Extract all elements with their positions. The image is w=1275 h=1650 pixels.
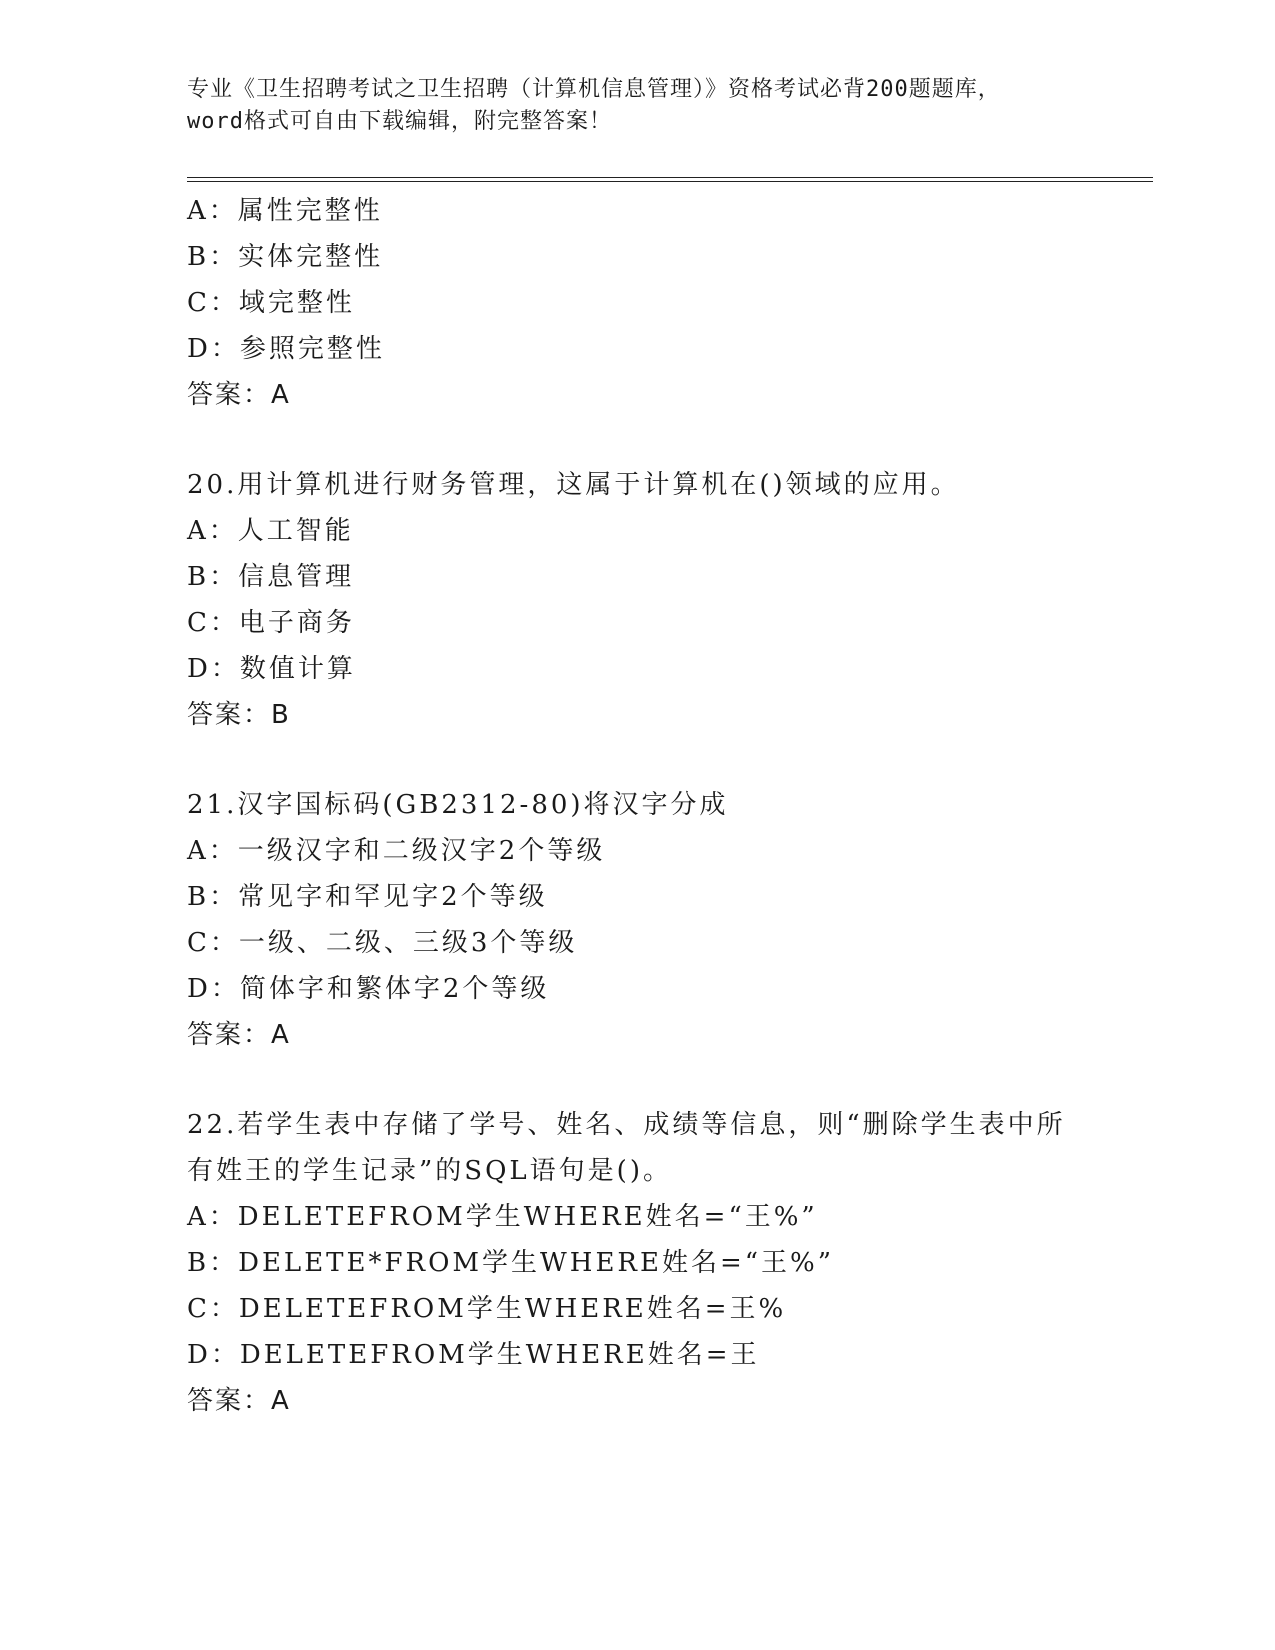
option-d: D：参照完整性 [187, 334, 385, 364]
answer-line: 答案：A [187, 1386, 291, 1416]
option-b: B：DELETE*FROM学生WHERE姓名=“王%” [187, 1248, 835, 1278]
spacer [187, 418, 1147, 462]
document-header [187, 74, 1087, 138]
option-c: C：一级、二级、三级3个等级 [187, 928, 578, 958]
option-b: B：实体完整性 [187, 242, 384, 272]
question-stem: 21.汉字国标码(GB2312-80)将汉字分成 [187, 790, 729, 820]
answer-line: 答案：A [187, 380, 291, 410]
question-stem: 20.用计算机进行财务管理，这属于计算机在()领域的应用。 [187, 470, 960, 500]
option-a: A：人工智能 [187, 516, 354, 546]
option-c: C：电子商务 [187, 608, 355, 638]
spacer [187, 738, 1147, 782]
header-line-1: 专业《卫生招聘考试之卫生招聘（计算机信息管理）》资格考试必背200题题库， [187, 77, 1001, 102]
question-stem-line-1: 22.若学生表中存储了学号、姓名、成绩等信息，则“删除学生表中所 [187, 1110, 1066, 1140]
spacer [187, 1058, 1147, 1102]
option-d: D：DELETEFROM学生WHERE姓名=王 [187, 1340, 760, 1370]
question-21 [187, 782, 1147, 1058]
option-b: B：信息管理 [187, 562, 355, 592]
option-d: D：数值计算 [187, 654, 356, 684]
option-a: A：DELETEFROM学生WHERE姓名=“王%” [187, 1202, 818, 1232]
question-list [187, 188, 1147, 1424]
answer-line: 答案：B [187, 700, 291, 730]
option-c: C：域完整性 [187, 288, 355, 318]
option-d: D：简体字和繁体字2个等级 [187, 974, 550, 1004]
header-divider [187, 177, 1153, 182]
option-a: A：一级汉字和二级汉字2个等级 [187, 836, 606, 866]
question-19-continued [187, 188, 1147, 418]
header-line-2: word格式可自由下载编辑，附完整答案！ [187, 109, 612, 134]
question-20 [187, 462, 1147, 738]
answer-line: 答案：A [187, 1020, 291, 1050]
question-stem-line-2: 有姓王的学生记录”的SQL语句是()。 [187, 1156, 672, 1186]
option-b: B：常见字和罕见字2个等级 [187, 882, 548, 912]
question-22 [187, 1102, 1147, 1424]
option-c: C：DELETEFROM学生WHERE姓名=王% [187, 1294, 787, 1324]
option-a: A：属性完整性 [187, 196, 383, 226]
